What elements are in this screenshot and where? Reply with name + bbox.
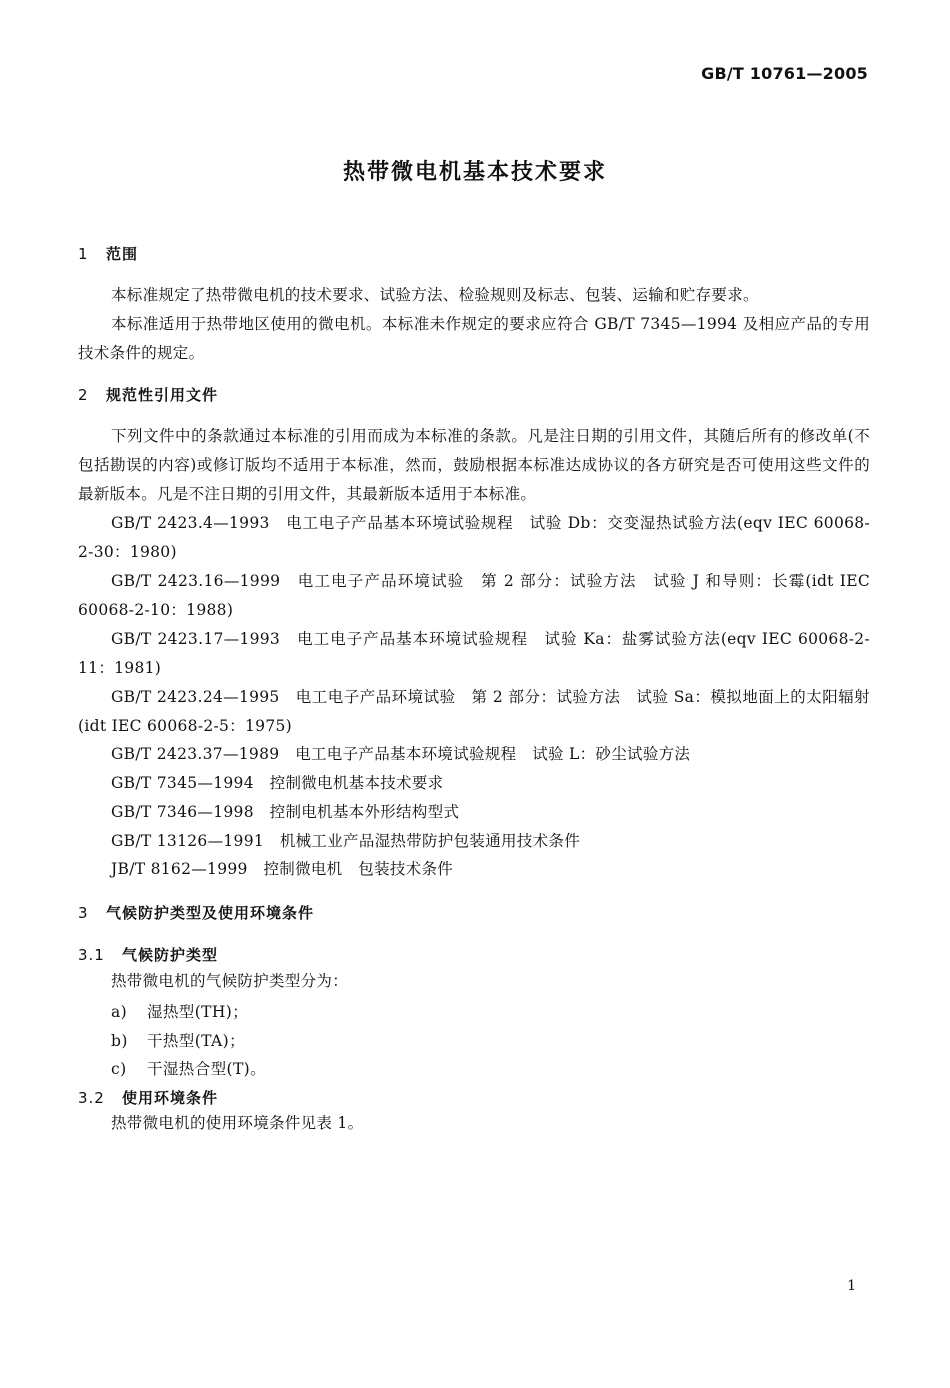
document-title: 热带微电机基本技术要求 [342,160,607,185]
subsection-title: 气候防护类型 [122,946,219,964]
section-number: 3 [78,904,89,922]
list-item-label: b) [111,1032,128,1050]
reference-item: GB/T 7346—1998 控制电机基本外形结构型式 [111,803,460,821]
section-number: 2 [78,386,89,404]
subsection-number: 3.1 [78,946,105,964]
paragraph: 本标准适用于热带地区使用的微电机。本标准未作规定的要求应符合 GB/T 7345—1994 及相应产品的专用技术条件的规定。 [78,315,870,362]
list-item-label: c) [111,1060,127,1078]
reference-item: GB/T 2423.17—1993 电工电子产品基本环境试验规程 试验 Ka：盐雾试验方法(eqv IEC 60068-2-11：1981) [78,630,870,677]
list-item [111,1029,245,1051]
section-title: 规范性引用文件 [106,386,219,404]
list-item-text: 湿热型(TH)； [147,1003,249,1021]
section-title: 气候防护类型及使用环境条件 [106,904,315,922]
list-item-text: 干湿热合型(T)。 [147,1060,267,1078]
paragraph: 热带微电机的使用环境条件见表 1。 [111,1114,364,1132]
list-item-text: 干热型(TA)； [147,1032,245,1050]
section-1-heading [78,243,138,264]
reference-item: GB/T 7345—1994 控制微电机基本技术要求 [111,774,444,792]
standard-code: GB/T 10761—2005 [701,64,868,83]
subsection-3-1-heading [78,944,218,965]
reference-item: GB/T 2423.4—1993 电工电子产品基本环境试验规程 试验 Db：交变湿热试验方法(eqv IEC 60068-2-30：1980) [78,514,870,561]
paragraph: 下列文件中的条款通过本标准的引用而成为本标准的条款。凡是注日期的引用文件，其随后所有的修改单(不包括勘误的内容)或修订版均不适用于本标准，然而，鼓励根据本标准达成协议的各方研究是否可使用这些文件的最新版本。凡是不注日期的引用文件，其最新版本适用于本标准。 [78,427,870,503]
subsection-title: 使用环境条件 [122,1089,219,1107]
paragraph: 热带微电机的气候防护类型分为： [111,972,349,990]
page-number: 1 [847,1278,856,1294]
list-item-label: a) [111,1003,128,1021]
list-item [111,1057,266,1079]
reference-item: GB/T 2423.37—1989 电工电子产品基本环境试验规程 试验 L：砂尘试验方法 [111,745,691,763]
reference-item: GB/T 2423.16—1999 电工电子产品环境试验 第 2 部分：试验方法 试验 J 和导则：长霉(idt IEC 60068-2-10：1988) [78,572,870,619]
reference-item: JB/T 8162—1999 控制微电机 包装技术条件 [111,860,454,878]
subsection-number: 3.2 [78,1089,105,1107]
paragraph: 本标准规定了热带微电机的技术要求、试验方法、检验规则及标志、包装、运输和贮存要求。 [111,286,759,304]
section-number: 1 [78,245,89,263]
list-item [111,1000,248,1022]
reference-item: GB/T 2423.24—1995 电工电子产品环境试验 第 2 部分：试验方法 试验 Sa：模拟地面上的太阳辐射(idt IEC 60068-2-5：1975) [78,688,870,735]
reference-item: GB/T 13126—1991 机械工业产品湿热带防护包装通用技术条件 [111,832,581,850]
subsection-3-2-heading [78,1087,218,1108]
section-3-heading [78,902,314,923]
section-2-heading [78,384,218,405]
section-title: 范围 [106,245,139,263]
